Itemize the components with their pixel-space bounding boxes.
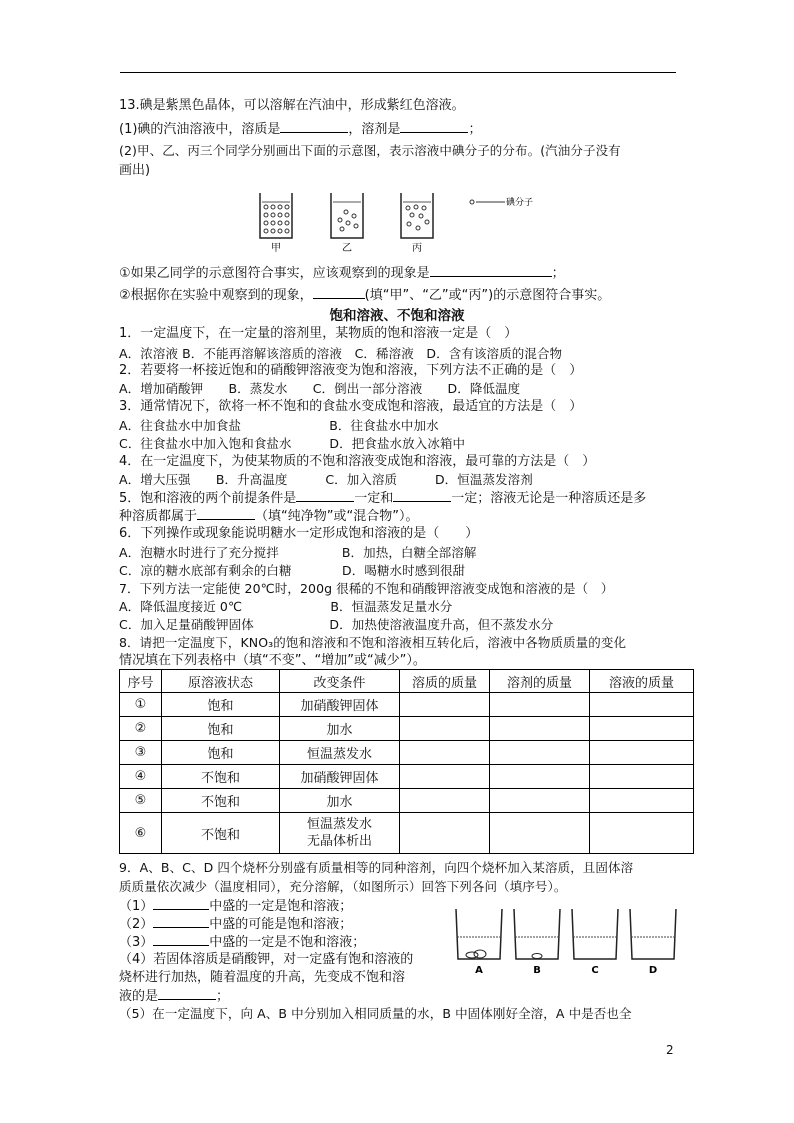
q9-p2-num: （2）	[119, 917, 154, 932]
table-cell: ⑥	[120, 813, 162, 854]
beaker-label-b: B	[533, 965, 541, 976]
q9-blank-1[interactable]	[153, 897, 209, 910]
beaker-label-bing: 丙	[412, 243, 422, 254]
q8-stem-1: 8．请把一定温度下，KNO₃的饱和溶液和不饱和溶液相互转化后，溶液中各物质质量的变化	[119, 635, 627, 650]
q9-part-3	[119, 933, 365, 952]
q13-line-6	[119, 286, 610, 305]
table-header: 溶剂的质量	[490, 670, 590, 693]
q5-text-e: （填“纯净物”或“混合物”）。	[255, 509, 419, 524]
q5-line-1	[119, 489, 646, 508]
iodine-legend-icon	[470, 200, 474, 204]
q9-stem-2: 质质量依次减少（温度相同），充分溶解，（如图所示）回答下列各问（填序号）。	[119, 879, 567, 894]
header-rule	[120, 72, 676, 73]
answer-cell[interactable]	[590, 693, 694, 717]
answer-cell[interactable]	[590, 789, 694, 813]
q9-p3-num: （3）	[119, 935, 154, 950]
q6-options-ab: A．泡糖水时进行了充分搅拌 B．加热，白糖全部溶解	[119, 545, 477, 560]
q9-part-5: （5）在一定温度下，向 A、B 中分别加入相同质量的水，B 中固体刚好全溶，A 中是否也全	[119, 1006, 632, 1021]
answer-cell[interactable]	[400, 813, 490, 854]
q5-line-2	[119, 507, 418, 526]
kno3-table	[119, 669, 694, 854]
legend-label: 碘分子	[506, 198, 534, 208]
q13-line-2	[119, 120, 481, 139]
answer-cell[interactable]	[490, 693, 590, 717]
answer-cell[interactable]	[490, 789, 590, 813]
table-cell: 加硝酸钾固体	[280, 693, 400, 717]
q13-line-3: (2)甲、乙、丙三个同学分别画出下面的示意图，表示溶液中碘分子的分布。(汽油分子没有	[119, 143, 621, 158]
table-cell: 加硝酸钾固体	[280, 765, 400, 789]
beaker-yi	[331, 193, 363, 238]
q13-line5-text: ①如果乙同学的示意图符合事实，应该观察到的现象是	[119, 266, 430, 281]
q9-p2-text: 中盛的可能是饱和溶液；	[209, 917, 353, 932]
table-header: 原溶液状态	[162, 670, 280, 693]
beaker-b	[514, 909, 560, 959]
beakers-abcd-figure	[448, 905, 678, 980]
q2-options: A．增加硝酸钾 B．蒸发水 C．倒出一部分溶液 D．降低温度	[119, 381, 521, 396]
beaker-label-yi: 乙	[342, 243, 352, 254]
table-row	[120, 741, 694, 765]
q7-options-cd: C．加入足量硝酸钾固体 D．加热使溶液温度升高，但不蒸发水分	[119, 617, 554, 632]
q13-line5-end: ；	[551, 266, 565, 281]
table-header-row	[120, 670, 694, 693]
answer-cell[interactable]	[490, 741, 590, 765]
answer-cell[interactable]	[400, 765, 490, 789]
q6-options-cd: C．凉的糖水底部有剩余的白糖 D．喝糖水时感到很甜	[119, 563, 466, 578]
table-cell: ⑤	[120, 789, 162, 813]
q3-options-ab: A．往食盐水中加食盐 B．往食盐水中加水	[119, 418, 439, 433]
table-header: 改变条件	[280, 670, 400, 693]
answer-cell[interactable]	[590, 813, 694, 854]
beaker-a	[456, 909, 502, 959]
q13-line-5	[119, 264, 565, 283]
beaker-label-jia: 甲	[271, 243, 281, 254]
q9-blank-3[interactable]	[153, 933, 209, 946]
table-cell: 恒温蒸发水	[280, 741, 400, 765]
q8-stem-2: 情况填在下列表格中（填“不变”、“增加”或“减少”）。	[119, 653, 426, 668]
table-cell: 饱和	[162, 741, 280, 765]
q7-options-ab: A．降低温度接近 0℃ B．恒温蒸发足量水分	[119, 599, 453, 614]
table-cell: ④	[120, 765, 162, 789]
q13-part1-text: (1)碘的汽油溶液中，溶质是	[119, 122, 281, 137]
q13-line-1: 13.碘是紫黑色晶体，可以溶解在汽油中，形成紫红色溶液。	[119, 98, 465, 113]
q4-options: A．增大压强 B．升高温度 C．加入溶质 D．恒温蒸发溶剂	[119, 472, 533, 487]
q9-p4-text: 液的是	[119, 989, 159, 1004]
q1-options: A．浓溶液 B．不能再溶解该溶质的溶液 C．稀溶液 D．含有该溶质的混合物	[119, 346, 563, 361]
q9-p1-num: （1）	[119, 899, 154, 914]
q9-part-4-line-1: （4）若固体溶质是硝酸钾，对一定盛有饱和溶液的	[119, 952, 414, 967]
answer-cell[interactable]	[490, 765, 590, 789]
beaker-label-c: C	[591, 965, 599, 976]
table-header: 溶质的质量	[400, 670, 490, 693]
table-cell: 加水	[280, 717, 400, 741]
q13-line-4: 画出)	[119, 163, 151, 178]
beaker-c	[572, 909, 618, 959]
beaker-label-a: A	[475, 965, 483, 976]
q13-part1-text-c: ；	[468, 122, 482, 137]
q13-blank-solvent[interactable]	[400, 120, 468, 133]
q9-p4-end: ；	[216, 989, 230, 1004]
q13-blank-phenomenon[interactable]	[430, 264, 552, 277]
table-cell: ②	[120, 717, 162, 741]
q2-stem: 2．若要将一杯接近饱和的硝酸钾溶液变为饱和溶液，下列方法不正确的是（ ）	[119, 363, 583, 378]
q9-part-1	[119, 897, 352, 916]
iodine-molecule-figure	[250, 188, 550, 258]
table-header: 溶液的质量	[590, 670, 694, 693]
q5-blank-2[interactable]	[393, 489, 451, 502]
q6-stem: 6．下列操作或现象能说明糖水一定形成饱和溶液的是（ ）	[119, 526, 479, 541]
q9-part-4-line-3	[119, 987, 229, 1006]
q9-p3-text: 中盛的一定是不饱和溶液；	[209, 935, 366, 950]
table-row	[120, 693, 694, 717]
answer-cell[interactable]	[400, 717, 490, 741]
answer-cell[interactable]	[490, 717, 590, 741]
answer-cell[interactable]	[590, 717, 694, 741]
q13-part1-text-b: ，溶剂是	[348, 122, 401, 137]
table-cell: ①	[120, 693, 162, 717]
q7-stem: 7．下列方法一定能使 20℃时，200g 很稀的不饱和硝酸钾溶液变成饱和溶液的是（ ）	[119, 581, 614, 596]
q4-stem: 4．在一定温度下，为使某物质的不饱和溶液变成饱和溶液，最可靠的方法是（ ）	[119, 454, 596, 469]
table-cell: 恒温蒸发水 无晶体析出	[280, 813, 400, 854]
q9-part-2	[119, 915, 352, 934]
q13-line6-end: (填“甲”、“乙”或“丙”)的示意图符合事实。	[364, 288, 611, 303]
q9-stem-1: 9．A、B、C、D 四个烧杯分别盛有质量相等的同种溶剂，向四个烧杯加入某溶质，且固体溶	[119, 860, 634, 875]
answer-cell[interactable]	[400, 741, 490, 765]
q9-part-4-line-2: 烧杯进行加热，随着温度的升高，先变成不饱和溶	[119, 970, 406, 985]
answer-cell[interactable]	[590, 765, 694, 789]
answer-cell[interactable]	[590, 741, 694, 765]
q9-blank-4[interactable]	[158, 987, 216, 1000]
beaker-bing	[401, 193, 433, 238]
q5-text-d: 种溶质都属于	[119, 509, 198, 524]
section-title: 饱和溶液、不饱和溶液	[329, 308, 465, 324]
page-number: 2	[666, 1043, 674, 1057]
q5-text-c: 一定；溶液无论是一种溶质还是多	[451, 491, 647, 506]
table-cell: ③	[120, 741, 162, 765]
table-header: 序号	[120, 670, 162, 693]
table-cell: 不饱和	[162, 765, 280, 789]
table-cell: 饱和	[162, 717, 280, 741]
q3-options-cd: C．往食盐水中加入饱和食盐水 D．把食盐水放入冰箱中	[119, 436, 466, 451]
beaker-jia	[260, 193, 292, 238]
table-row	[120, 717, 694, 741]
beaker-label-d: D	[648, 965, 658, 976]
answer-cell[interactable]	[400, 693, 490, 717]
table-cell: 加水	[280, 789, 400, 813]
q5-blank-3[interactable]	[197, 507, 255, 520]
table-cell: 饱和	[162, 693, 280, 717]
table-cell: 不饱和	[162, 789, 280, 813]
q9-p1-text: 中盛的一定是饱和溶液；	[209, 899, 353, 914]
q5-text-a: 5．饱和溶液的两个前提条件是	[119, 491, 297, 506]
answer-cell[interactable]	[400, 789, 490, 813]
q13-blank-which[interactable]	[313, 286, 365, 299]
table-row	[120, 813, 694, 854]
q13-line6-text: ②根据你在实验中观察到的现象，	[119, 288, 313, 303]
q3-stem: 3．通常情况下，欲将一杯不饱和的食盐水变成饱和溶液，最适宜的方法是（ ）	[119, 399, 583, 414]
q5-text-b: 一定和	[354, 491, 394, 506]
table-cell: 不饱和	[162, 813, 280, 854]
answer-cell[interactable]	[490, 813, 590, 854]
beaker-d	[630, 909, 676, 959]
q9-blank-2[interactable]	[153, 915, 209, 928]
q5-blank-1[interactable]	[296, 489, 354, 502]
q13-blank-solute[interactable]	[280, 120, 348, 133]
q1-stem: 1．一定温度下，在一定量的溶剂里，某物质的饱和溶液一定是（ ）	[119, 326, 518, 341]
table-row	[120, 765, 694, 789]
table-row	[120, 789, 694, 813]
